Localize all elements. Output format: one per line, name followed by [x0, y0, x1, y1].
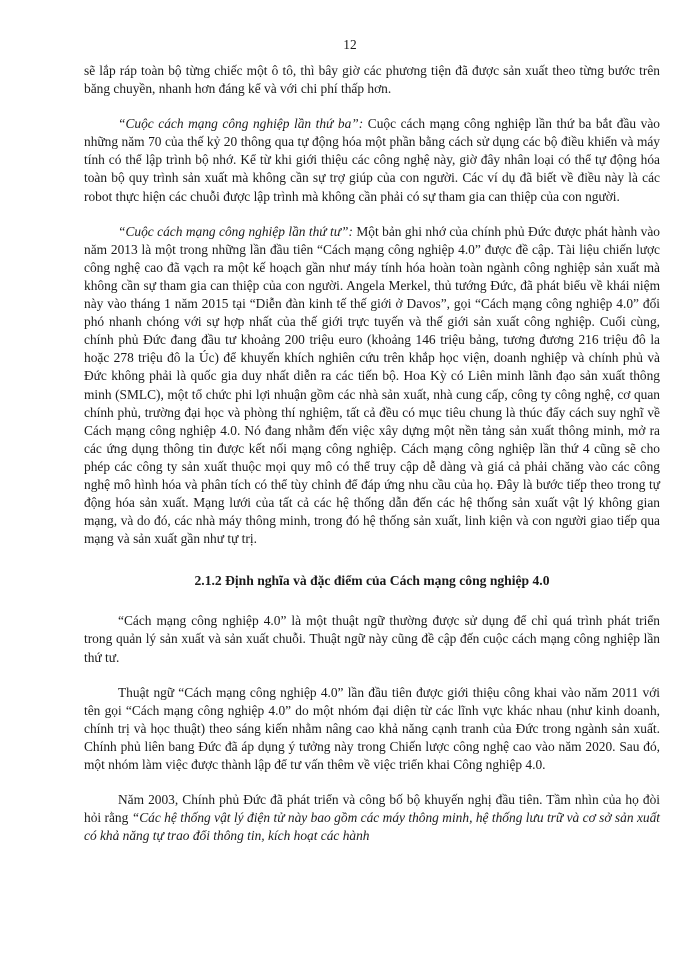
page-body [84, 62, 660, 845]
third-revolution-lead: “Cuộc cách mạng công nghiệp lần thứ ba”: [118, 116, 364, 132]
section-heading: 2.1.2 Định nghĩa và đặc điểm của Cách mạng công nghiệp 4.0 [194, 573, 550, 589]
third-revolution-body: Cuộc cách mạng công nghiệp lần thứ ba bắt đầu vào những năm 70 của thế kỷ 20 thông qua tự động hóa một phần bằng cách sử dụng các bộ điều khiển và máy tính có thể lập trình bộ nhớ. Kể từ khi giới thiệu các công nghệ này, giờ đây nhân loại có thể tự động hóa toàn bộ quy trình sản xuất mà không cần sự trợ giúp của con người. Các ví dụ đã biết về điều này là các robot thực hiện các chuỗi được lập trình mà không cần phải có sự tham gia can thiệp của con người. [84, 116, 660, 204]
paragraph-term-history: Thuật ngữ “Cách mạng công nghiệp 4.0” lần đầu tiên được giới thiệu công khai vào năm 2011 với tên gọi “Cách mạng công nghiệp 4.0” do một nhóm đại diện từ các lĩnh vực khác nhau (như kinh doanh, chính trị và học thuật) theo sáng kiến nhằm nâng cao khả năng cạnh tranh của Đức trong ngành sản xuất. Chính phủ liên bang Đức đã áp dụng ý tưởng này trong Chiến lược công nghệ cao vào năm 2020. Sau đó, một nhóm làm việc được thành lập để tư vấn thêm về việc triển khai Công nghiệp 4.0. [84, 684, 660, 772]
page-number: 12 [343, 37, 357, 52]
paragraph-fourth-revolution [84, 223, 660, 549]
paragraph-third-revolution [84, 115, 660, 205]
paragraph-recommendations [84, 791, 660, 845]
paragraph-continuation: sẽ lắp ráp toàn bộ từng chiếc một ô tô, thì bây giờ các phương tiện đã được sản xuất theo từng bước trên băng chuyền, nhanh hơn đáng kể và với chi phí thấp hơn. [84, 63, 660, 97]
recommendations-quote: “Các hệ thống vật lý điện tử này bao gồm các máy thông minh, hệ thống lưu trữ và cơ sở sản xuất có khả năng tự trao đổi thông tin, kích hoạt các hành [84, 810, 661, 844]
fourth-revolution-lead: “Cuộc cách mạng công nghiệp lần thứ tư”: [118, 223, 353, 239]
paragraph-definition: “Cách mạng công nghiệp 4.0” là một thuật ngữ thường được sử dụng để chỉ quá trình phát triển trong quản lý sản xuất và sản xuất chuỗi. Thuật ngữ này cũng đề cập đến cuộc cách mạng công nghiệp lần thứ tư. [84, 613, 660, 665]
fourth-revolution-body: Một bản ghi nhớ của chính phủ Đức được phát hành vào năm 2013 là một trong những lần đầu tiên “Cách mạng công nghiệp 4.0” được đề cập. Tài liệu chiến lược công nghệ cao đã vạch ra một kế hoạch gần như máy tính hóa hoàn toàn ngành công nghiệp sản xuất mà không cần sự tham gia can thiệp của con người. Angela Merkel, thủ tướng Đức, đã phát biểu về khái niệm này vào tháng 1 năm 2015 tại “Diễn đàn kinh tế thế giới ở Davos”, gọi “Cách mạng công nghiệp 4.0” đối phó nhanh chóng với sự hợp nhất của thế giới trực tuyến và thế giới sản xuất công nghiệp. Cuối cùng, chính phủ Đức đang đầu tư khoảng 200 triệu euro (khoảng 146 triệu bảng, tương đương 216 triệu đô la hoặc 278 triệu đô la Úc) để khuyến khích nghiên cứu trên khắp học viện, doanh nghiệp và chính phủ và Đức không phải là quốc gia duy nhất diễn ra các tiến bộ. Hoa Kỳ có Liên minh lãnh đạo sản xuất thông minh (SMLC), một tổ chức phi lợi nhuận gồm các nhà sản xuất, nhà cung cấp, công ty công nghệ, cơ quan chính phủ, trường đại học và phòng thí nghiệm, tất cả đều có mục tiêu chung là thúc đẩy cách suy nghĩ về Cách mạng công nghiệp 4.0. Nó đang nhằm đến việc xây dựng một nền tảng sản xuất thông minh, mở ra các ứng dụng thông tin được kết nối mạng công nghiệp. Cách mạng công nghiệp lần thứ 4 cũng sẽ cho phép các công ty sản xuất thuộc mọi quy mô có thể truy cập dễ dàng và giá cả phải chăng vào các công nghệ mô hình hóa và phân tích có thể tùy chỉnh để đáp ứng nhu cầu của họ. Đây là bước tiếp theo trong tự động hóa sản xuất. Mạng lưới của tất cả các hệ thống dẫn đến các hệ thống sản xuất vật lý không gian mạng, và do đó, các nhà máy thông minh, trong đó hệ thống sản xuất, linh kiện và con người giao tiếp qua mạng và sản xuất gần như tự trị. [84, 223, 660, 547]
recommendations-body: Năm 2003, Chính phủ Đức đã phát triển và công bố bộ khuyến nghị đầu tiên. Tầm nhìn của họ đòi hỏi rằng [84, 792, 660, 826]
